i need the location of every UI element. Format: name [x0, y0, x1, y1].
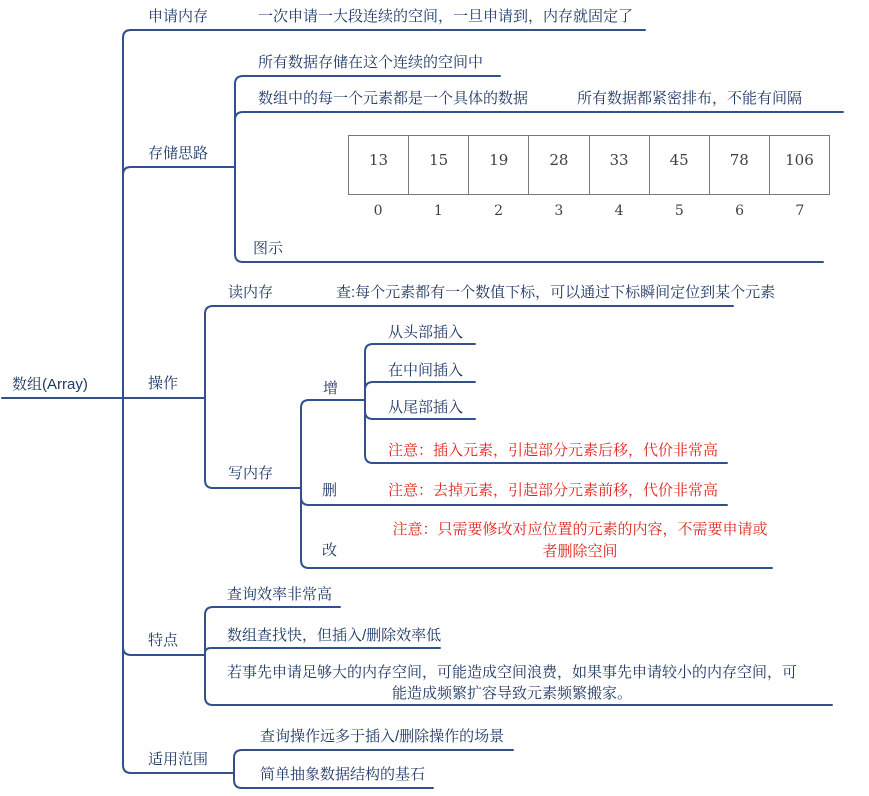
- array-cell: 45: [649, 136, 709, 194]
- array-cell: 106: [769, 136, 829, 194]
- topic-usage[interactable]: 适用范围: [148, 751, 209, 768]
- array-index: 4: [614, 203, 624, 219]
- note-feature-query[interactable]: 查询效率非常高: [227, 586, 333, 603]
- note-usage-scene[interactable]: 查询操作远多于插入/删除操作的场景: [260, 728, 505, 745]
- array-index: 6: [735, 203, 745, 219]
- array-index: 5: [674, 203, 684, 219]
- topic-write-memory[interactable]: 写内存: [228, 465, 274, 482]
- topic-apply-memory[interactable]: 申请内存: [148, 8, 209, 25]
- array-index-row: [348, 203, 830, 223]
- note-apply-memory[interactable]: 一次申请一大段连续的空间，一旦申请到，内存就固定了: [258, 8, 634, 25]
- array-cell: 19: [468, 136, 528, 194]
- note-storage-continuous[interactable]: 所有数据存储在这个连续的空间中: [258, 54, 484, 71]
- topic-read-memory[interactable]: 读内存: [228, 284, 274, 301]
- array-cell: 28: [528, 136, 588, 194]
- warning-modify[interactable]: 注意：只需要修改对应位置的元素的内容，不需要申请或者删除空间: [392, 521, 768, 560]
- note-add-head[interactable]: 从头部插入: [388, 324, 464, 341]
- topic-delete[interactable]: 删: [322, 482, 338, 499]
- array-cell: 33: [589, 136, 649, 194]
- topic-features[interactable]: 特点: [148, 632, 179, 649]
- warning-add[interactable]: 注意：插入元素，引起部分元素后移，代价非常高: [388, 442, 719, 459]
- array-index: 1: [433, 203, 443, 219]
- note-add-middle[interactable]: 在中间插入: [388, 362, 464, 379]
- note-storage-packed[interactable]: 所有数据都紧密排布，不能有间隔: [577, 90, 803, 107]
- array-index: 2: [494, 203, 504, 219]
- topic-add[interactable]: 增: [323, 380, 339, 397]
- array-index: 7: [795, 203, 805, 219]
- note-feature-tradeoff[interactable]: 数组查找快，但插入/删除效率低: [227, 627, 442, 644]
- topic-operations[interactable]: 操作: [148, 375, 179, 392]
- note-add-tail[interactable]: 从尾部插入: [388, 399, 464, 416]
- note-storage-element[interactable]: 数组中的每一个元素都是一个具体的数据: [258, 90, 529, 107]
- array-cell: 78: [709, 136, 769, 194]
- note-feature-space[interactable]: 若事先申请足够大的内存空间，可能造成空间浪费，如果事先申请较小的内存空间，可能造成频繁扩容导致元素频繁搬家。: [227, 664, 798, 702]
- array-cell: 13: [369, 151, 389, 169]
- array-diagram: [348, 135, 830, 195]
- array-index: 3: [554, 203, 564, 219]
- note-read-query[interactable]: 查:每个元素都有一个数值下标，可以通过下标瞬间定位到某个元素: [336, 284, 776, 301]
- root-topic[interactable]: 数组(Array): [12, 376, 88, 393]
- topic-diagram-label[interactable]: 图示: [253, 240, 284, 257]
- array-cell: 15: [408, 136, 468, 194]
- topic-modify[interactable]: 改: [322, 542, 338, 559]
- array-index: 0: [373, 203, 383, 219]
- warning-delete[interactable]: 注意：去掉元素，引起部分元素前移，代价非常高: [388, 482, 719, 499]
- topic-storage[interactable]: 存储思路: [148, 145, 209, 162]
- note-usage-foundation[interactable]: 简单抽象数据结构的基石: [260, 766, 426, 783]
